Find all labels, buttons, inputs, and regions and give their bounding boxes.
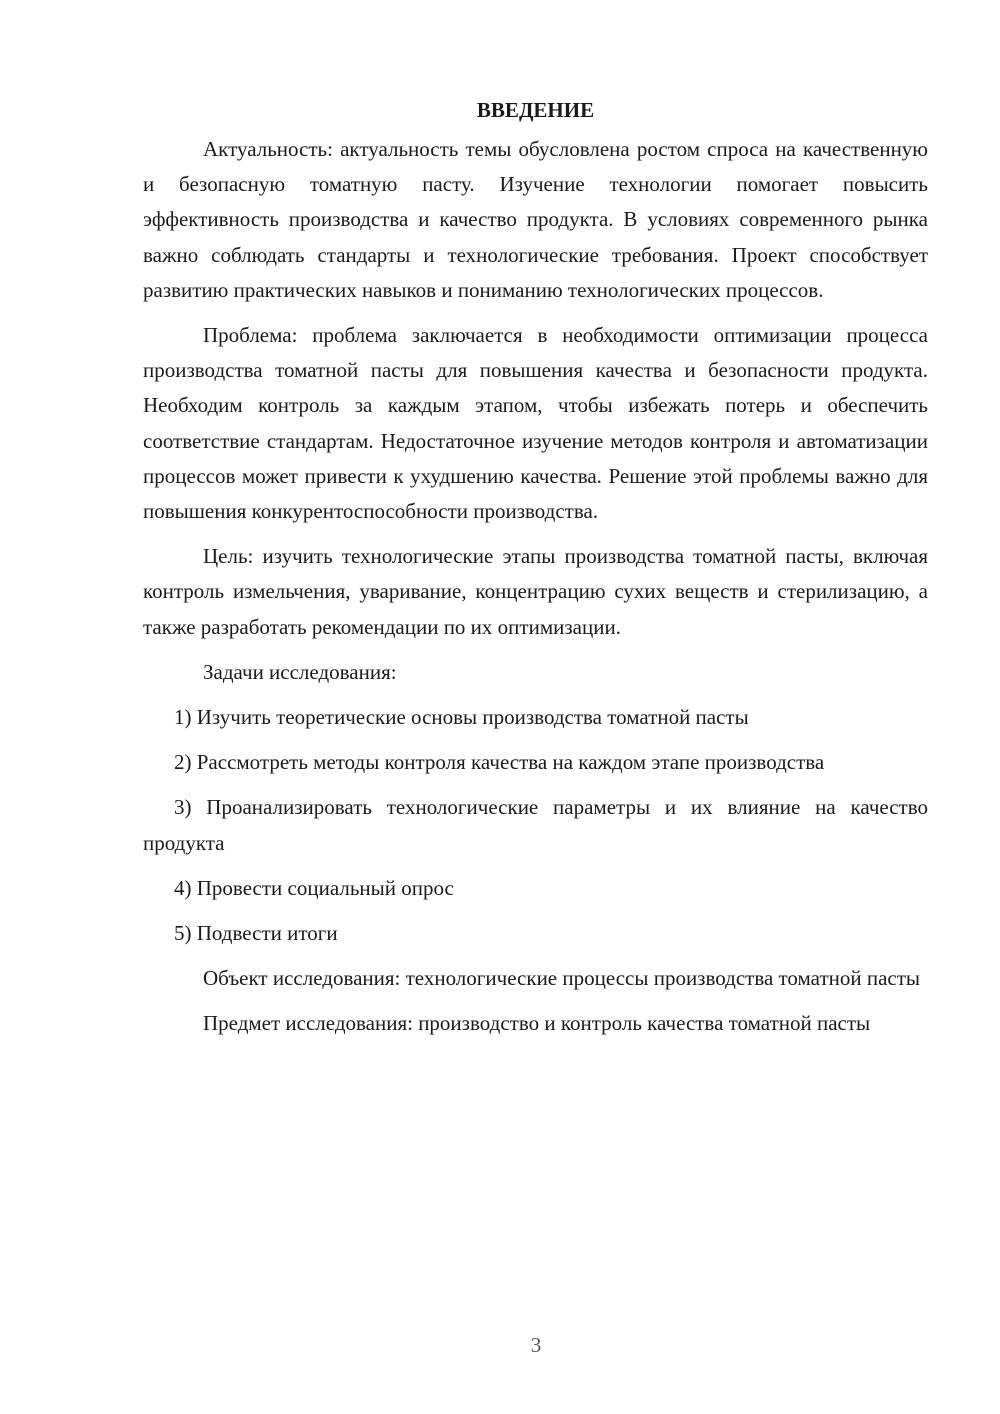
problem-paragraph: Проблема: проблема заключается в необходимости оптимизации процесса производства томатной пасты для повышения качества и безопасности продукта. Необходим контроль за каждым этапом, чтобы избежать потерь и обеспечить соответствие стандартам. Недостаточное изучение методов контроля и автоматизации процессов может привести к ухудшению качества. Решение этой проблемы важно для повышения конкурентоспособности производства. xyxy=(143,323,928,524)
task-item: 1) Изучить теоретические основы производства томатной пасты xyxy=(174,705,749,730)
subject-paragraph: Предмет исследования: производство и контроль качества томатной пасты xyxy=(203,1011,871,1036)
task-item: 3) Проанализировать технологические параметры и их влияние на качество продукта xyxy=(143,795,928,855)
relevance-paragraph: Актуальность: актуальность темы обусловлена ростом спроса на качественную и безопасную томатную пасту. Изучение технологии помогает повысить эффективность производства и качество продукта. В условиях современного рынка важно соблюдать стандарты и технологические требования. Проект способствует развитию практических навыков и пониманию технологических процессов. xyxy=(143,137,928,302)
goal-paragraph: Цель: изучить технологические этапы производства томатной пасты, включая контроль измельчения, уваривание, концентрацию сухих веществ и стерилизацию, а также разработать рекомендации по их оптимизации. xyxy=(143,544,928,639)
page-number: 3 xyxy=(530,1333,542,1357)
section-title: ВВЕДЕНИЕ xyxy=(476,98,595,122)
document-page xyxy=(143,92,928,1052)
task-item: 4) Провести социальный опрос xyxy=(174,875,454,900)
task-item: 2) Рассмотреть методы контроля качества на каждом этапе производства xyxy=(174,750,825,775)
tasks-heading: Задачи исследования: xyxy=(203,659,397,684)
task-item: 5) Подвести итоги xyxy=(174,921,338,946)
object-paragraph: Объект исследования: технологические процессы производства томатной пасты xyxy=(203,966,921,991)
